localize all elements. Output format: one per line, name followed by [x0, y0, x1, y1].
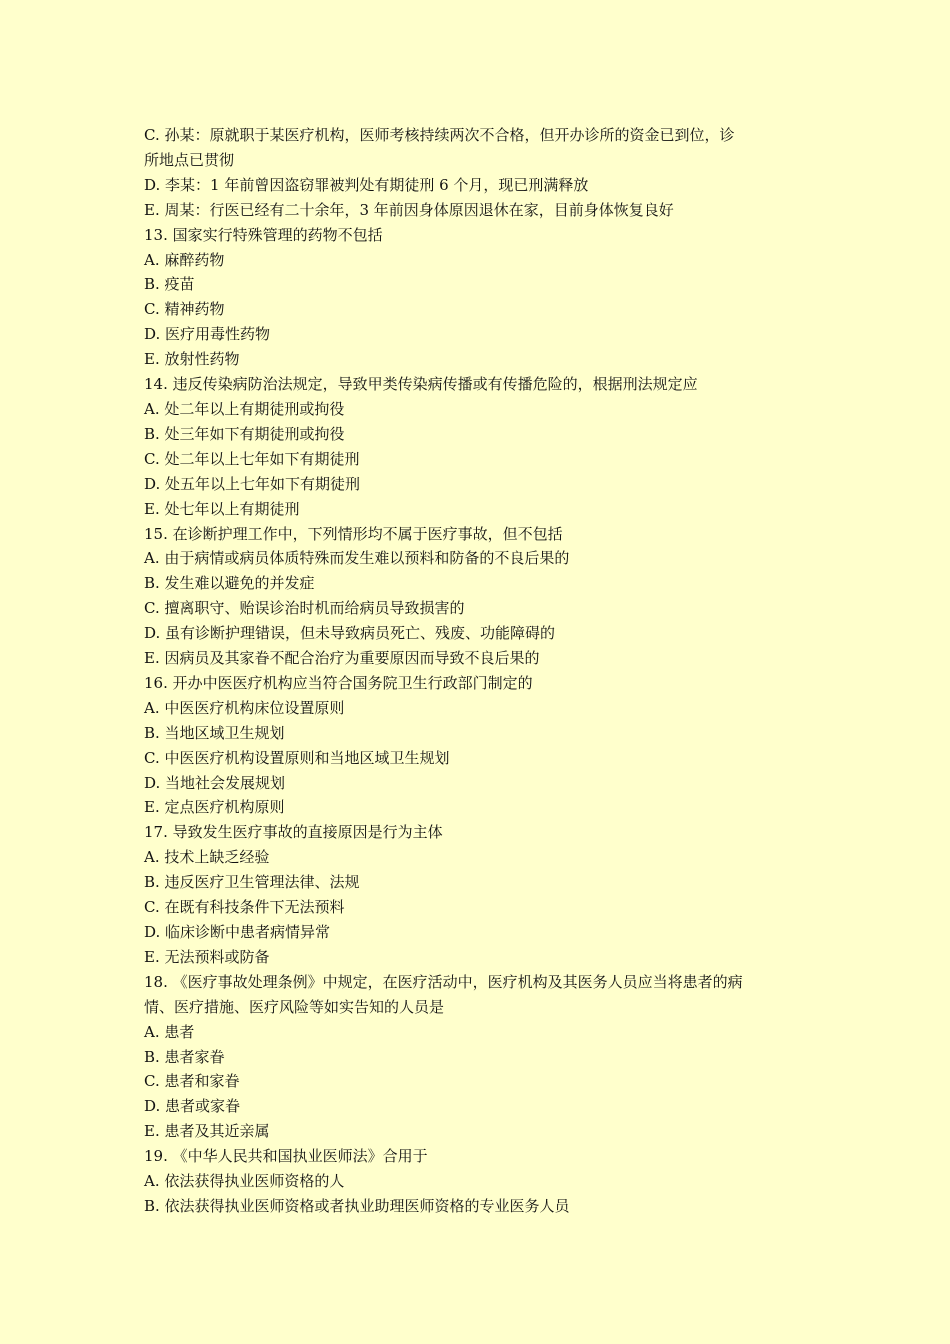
text-line: D. 虽有诊断护理错误，但未导致病员死亡、残废、功能障碍的: [144, 624, 556, 643]
text-line: C. 在既有科技条件下无法预料: [144, 898, 345, 917]
text-line: 所地点已贯彻: [144, 150, 235, 169]
text-line: D. 处五年以上七年如下有期徒刑: [144, 474, 361, 493]
text-line: A. 麻醉药物: [144, 250, 225, 269]
text-line: B. 当地区域卫生规划: [144, 723, 285, 742]
text-line: B. 患者家眷: [144, 1047, 225, 1066]
text-line: 15. 在诊断护理工作中，下列情形均不属于医疗事故，但不包括: [144, 524, 563, 543]
text-line: B. 依法获得执业医师资格或者执业助理医师资格的专业医务人员: [144, 1196, 570, 1215]
text-line: 情、医疗措施、医疗风险等如实告知的人员是: [144, 997, 445, 1016]
text-line: E. 处七年以上有期徒刑: [144, 499, 300, 518]
text-line: C. 中医医疗机构设置原则和当地区域卫生规划: [144, 748, 450, 767]
text-line: C. 擅离职守、贻误诊治时机而给病员导致损害的: [144, 599, 465, 618]
text-line: C. 处二年以上七年如下有期徒刑: [144, 449, 360, 468]
text-line: E. 无法预料或防备: [144, 947, 270, 966]
text-line: D. 医疗用毒性药物: [144, 325, 271, 344]
text-line: C. 患者和家眷: [144, 1072, 240, 1091]
text-line: B. 处三年如下有期徒刑或拘役: [144, 424, 345, 443]
text-line: 13. 国家实行特殊管理的药物不包括: [144, 225, 383, 244]
text-line: D. 患者或家眷: [144, 1097, 241, 1116]
text-line: E. 定点医疗机构原则: [144, 798, 285, 817]
text-line: 14. 违反传染病防治法规定，导致甲类传染病传播或有传播危险的，根据刑法规定应: [144, 375, 698, 394]
text-line: 16. 开办中医医疗机构应当符合国务院卫生行政部门制定的: [144, 673, 533, 692]
text-line: D. 当地社会发展规划: [144, 773, 286, 792]
text-line: 19. 《中华人民共和国执业医师法》合用于: [144, 1147, 428, 1166]
text-line: B. 疫苗: [144, 275, 195, 294]
text-line: A. 技术上缺乏经验: [144, 848, 270, 867]
text-line: E. 周某：行医已经有二十余年，3 年前因身体原因退休在家，目前身体恢复良好: [144, 200, 674, 219]
document-page: [144, 123, 812, 1219]
text-line: A. 依法获得执业医师资格的人: [144, 1172, 345, 1191]
text-line: B. 违反医疗卫生管理法律、法规: [144, 873, 360, 892]
text-line: A. 处二年以上有期徒刑或拘役: [144, 399, 345, 418]
text-line: B. 发生难以避免的并发症: [144, 574, 315, 593]
text-line: A. 由于病情或病员体质特殊而发生难以预料和防备的不良后果的: [144, 549, 570, 568]
text-line: A. 中医医疗机构床位设置原则: [144, 698, 345, 717]
text-line: A. 患者: [144, 1022, 195, 1041]
text-line: 17. 导致发生医疗事故的直接原因是行为主体: [144, 823, 443, 842]
text-line: E. 患者及其近亲属: [144, 1122, 270, 1141]
text-line: E. 放射性药物: [144, 350, 240, 369]
text-line: E. 因病员及其家眷不配合治疗为重要原因而导致不良后果的: [144, 649, 540, 668]
text-line: D. 李某：1 年前曾因盗窃罪被判处有期徒刑 6 个月，现已刑满释放: [144, 175, 589, 194]
text-line: 18. 《医疗事故处理条例》中规定，在医疗活动中，医疗机构及其医务人员应当将患者的病: [144, 972, 743, 991]
text-line: C. 孙某：原就职于某医疗机构，医师考核持续两次不合格，但开办诊所的资金已到位，诊: [144, 126, 735, 144]
text-line: D. 临床诊断中患者病情异常: [144, 923, 331, 941]
text-line: C. 精神药物: [144, 300, 225, 319]
